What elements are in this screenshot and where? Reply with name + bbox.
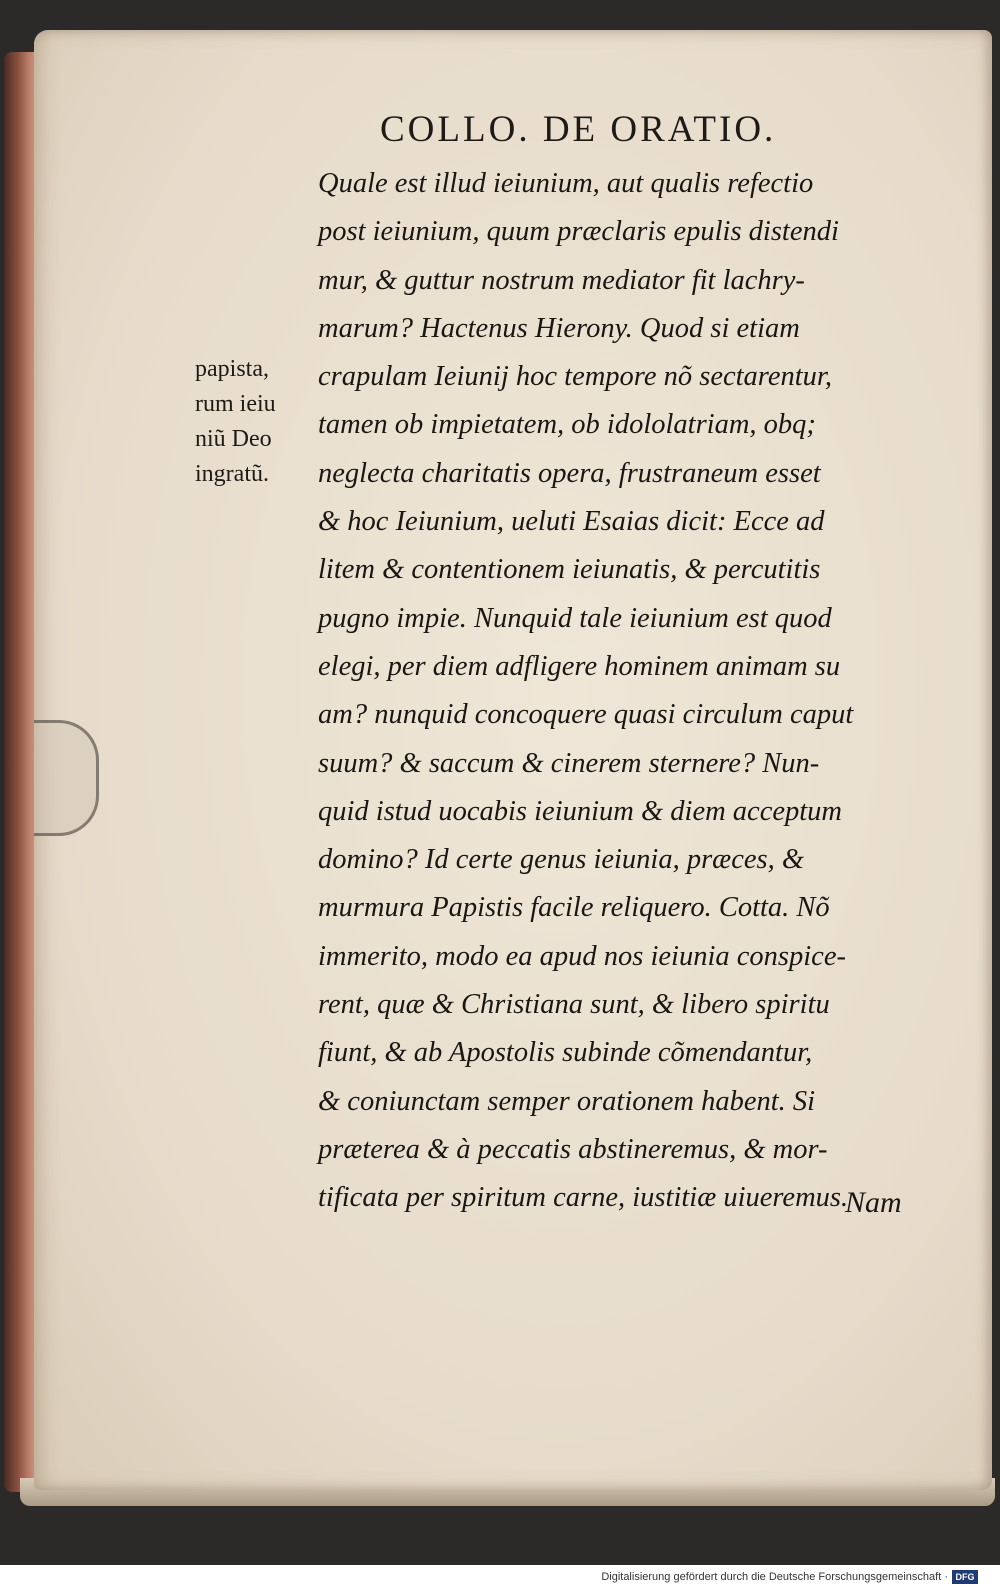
running-head: COLLO. DE ORATIO. — [380, 109, 777, 150]
text-line: mur, & guttur nostrum mediator fit lachry- — [318, 264, 805, 296]
text-line: post ieiunium, quum præclaris epulis distendi — [318, 216, 839, 248]
text-line: tificata per spiritum carne, iustitiæ uiueremus. — [318, 1182, 849, 1214]
text-line: neglecta charitatis opera, frustraneum esset — [318, 457, 821, 489]
text-line: & hoc Ieiunium, ueluti Esaias dicit: Ecce ad — [318, 506, 825, 538]
text-line: elegi, per diem adfligere hominem animam su — [318, 650, 841, 682]
body-text — [318, 160, 918, 1223]
text-line: suum? & saccum & cinerem sternere? Nun- — [318, 747, 820, 779]
margin-note-line: niũ Deo — [195, 426, 272, 452]
page-clip — [34, 720, 99, 836]
text-line: marum? Hactenus Hierony. Quod si etiam — [318, 312, 800, 344]
text-line: pugno impie. Nunquid tale ieiunium est quod — [318, 602, 832, 634]
margin-note-line: rum ieiu — [195, 391, 276, 417]
text-line: rent, quæ & Christiana sunt, & libero spiritu — [318, 989, 830, 1021]
margin-note-line: ingratũ. — [195, 461, 269, 487]
text-line: crapulam Ieiunij hoc tempore nõ sectarentur, — [318, 361, 832, 393]
footer-credit — [601, 1570, 978, 1584]
text-line: tamen ob impietatem, ob idololatriam, obq; — [318, 409, 816, 441]
text-line: & coniunctam semper orationem habent. Si — [318, 1085, 816, 1117]
credit-text: Digitalisierung gefördert durch die Deutsche Forschungsgemeinschaft · — [601, 1571, 948, 1583]
text-line: am? nunquid concoquere quasi circulum caput — [318, 699, 854, 731]
text-line: immerito, modo ea apud nos ieiunia conspice- — [318, 940, 846, 972]
text-line: fiunt, & ab Apostolis subinde cõmendantur, — [318, 1037, 813, 1069]
text-line: litem & contentionem ieiunatis, & percutitis — [318, 554, 821, 586]
margin-note-line: papista, — [195, 356, 269, 382]
text-line: quid istud uocabis ieiunium & diem acceptum — [318, 795, 843, 827]
text-line: domino? Id certe genus ieiunia, præces, & — [318, 844, 805, 876]
margin-note — [195, 352, 313, 492]
dfg-logo-icon: DFG — [952, 1570, 978, 1584]
text-line: Quale est illud ieiunium, aut qualis refectio — [318, 168, 814, 199]
text-line: præterea & à peccatis abstineremus, & mor- — [318, 1133, 828, 1165]
text-line: murmura Papistis facile reliquero. Cotta. Nõ — [318, 892, 830, 924]
catchword: Nam — [845, 1186, 902, 1219]
